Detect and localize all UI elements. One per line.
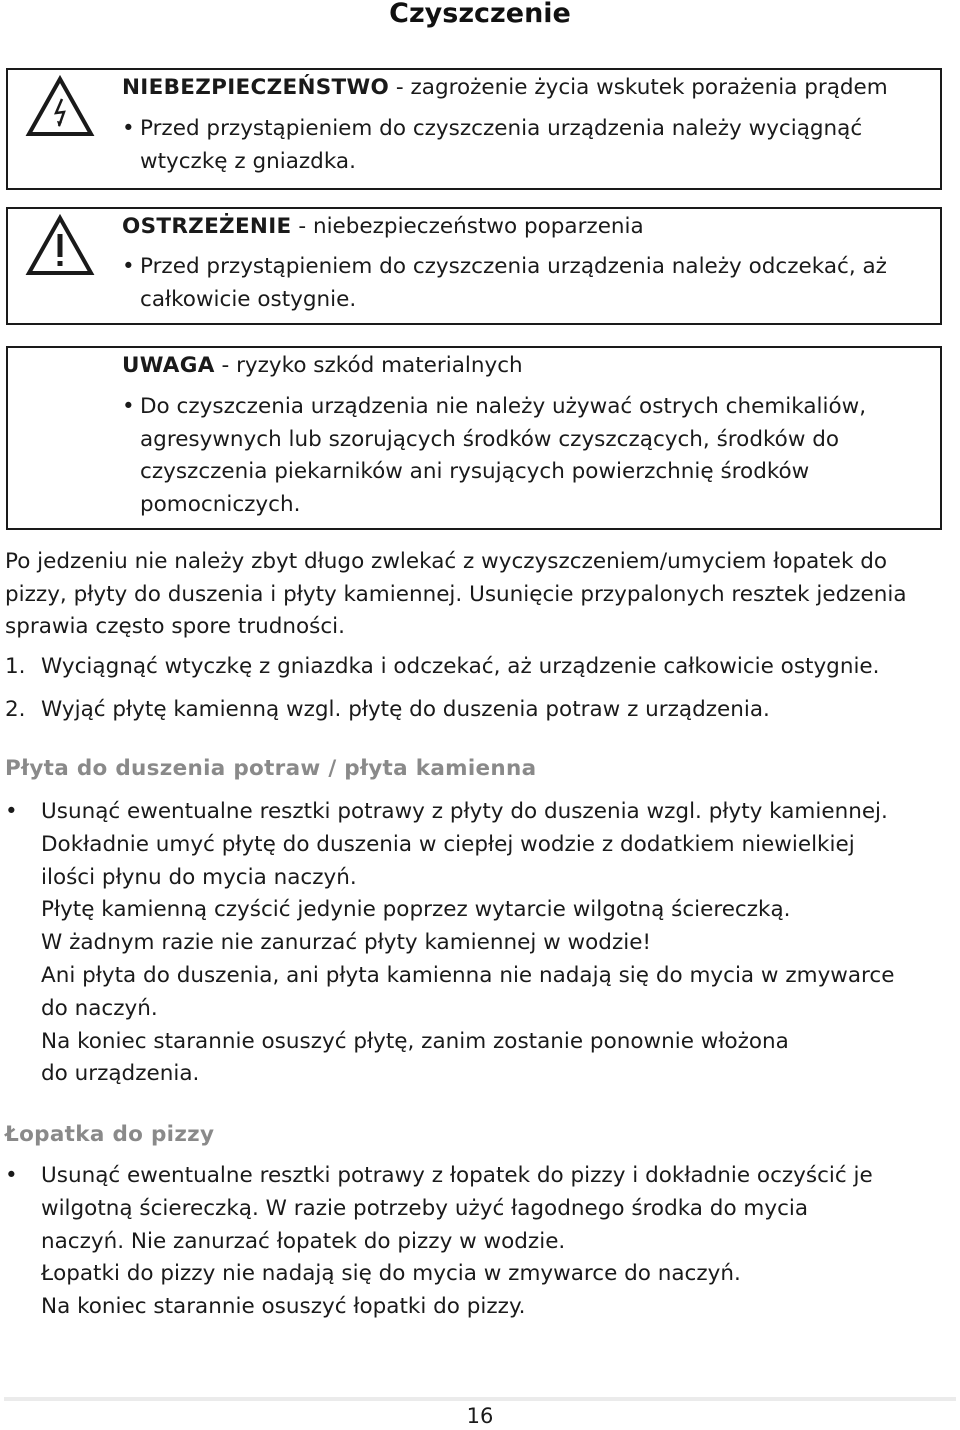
page-number: 16 [466, 1404, 494, 1428]
warning-label: OSTRZEŻENIE [122, 214, 292, 239]
danger-notice-box [6, 68, 942, 190]
instruction-line: Na koniec starannie osuszyć łopatki do pizzy. [41, 1294, 526, 1320]
caution-subtitle: - ryzyko szkód materialnych [214, 353, 523, 378]
warning-bullet-text: Przed przystąpieniem do czyszczenia urządzenia należy odczekać, aż całkowicie ostygnie. [140, 254, 887, 312]
danger-heading [122, 72, 932, 104]
step-number: 1. [5, 654, 26, 679]
bullet-dot: • [122, 116, 135, 141]
instruction-line: ilości płynu do mycia naczyń. [41, 864, 357, 890]
instruction-line: naczyń. Nie zanurzać łopatek do pizzy w wodzie. [41, 1228, 566, 1254]
danger-label: NIEBEZPIECZEŃSTWO [122, 75, 390, 100]
bullet-dot: • [5, 799, 18, 824]
warning-notice-box [6, 207, 942, 325]
pizza-peel-instructions [5, 1160, 956, 1324]
page-title: Czyszczenie [389, 0, 571, 29]
steps-list [5, 651, 950, 726]
warning-triangle-icon [24, 211, 96, 283]
instruction-line: do urządzenia. [41, 1061, 200, 1087]
caution-notice-box [6, 346, 942, 530]
instruction-line: Usunąć ewentualne resztki potrawy z łopatek do pizzy i dokładnie oczyścić je [41, 1163, 873, 1188]
bullet-dot: • [5, 1163, 18, 1188]
caution-bullet-text: Do czyszczenia urządzenia nie należy używać ostrych chemikaliów, agresywnych lub szorujących środków czyszczących, środków do czyszczenia piekarników ani rysujących powierzchnię środków pomocniczych. [140, 394, 867, 517]
warning-bullet [122, 251, 932, 316]
step-text: Wyciągnąć wtyczkę z gniazdka i odczekać, aż urządzenie całkowicie ostygnie. [41, 654, 880, 679]
instruction-line: wilgotną ściereczką. W razie potrzeby użyć łagodnego środka do mycia [41, 1195, 809, 1221]
list-item [5, 1160, 956, 1324]
instruction-line: Ani płyta do duszenia, ani płyta kamienna nie nadają się do mycia w zmywarce [41, 962, 895, 988]
bullet-dot: • [122, 254, 135, 279]
instruction-line: Dokładnie umyć płytę do duszenia w ciepłej wodzie z dodatkiem niewielkiej [41, 831, 855, 857]
intro-paragraph: Po jedzeniu nie należy zbyt długo zwlekać z wyczyszczeniem/umyciem łopatek do pizzy, płyty do duszenia i płyty kamiennej. Usunięcie przypalonych resztek jedzenia sprawia często spore trudności. [5, 549, 907, 639]
danger-subtitle: - zagrożenie życia wskutek porażenia prądem [389, 75, 888, 100]
instruction-line: W żadnym razie nie zanurzać płyty kamiennej w wodzie! [41, 930, 652, 956]
section-heading-pizza-peel: Łopatka do pizzy [5, 1122, 215, 1147]
instruction-line: Łopatki do pizzy nie nadają się do mycia w zmywarce do naczyń. [41, 1261, 741, 1287]
step-text: Wyjąć płytę kamienną wzgl. płytę do duszenia potraw z urządzenia. [41, 696, 770, 722]
cooking-plate-instructions [5, 796, 956, 1091]
caution-label: UWAGA [122, 353, 215, 378]
instruction-line: do naczyń. [41, 995, 158, 1021]
caution-heading [122, 350, 932, 382]
caution-bullet [122, 391, 932, 521]
instruction-line: Usunąć ewentualne resztki potrawy z płyty do duszenia wzgl. płyty kamiennej. [41, 799, 888, 824]
step-item [5, 694, 950, 727]
footer-divider [4, 1397, 956, 1401]
instruction-line: Na koniec starannie osuszyć płytę, zanim zostanie ponownie włożona [41, 1028, 789, 1054]
list-item [5, 796, 956, 1091]
electric-hazard-icon [24, 72, 96, 144]
section-heading-cooking-plate: Płyta do duszenia potraw / płyta kamienna [5, 756, 537, 781]
danger-bullet [122, 113, 932, 178]
step-number: 2. [5, 696, 26, 722]
step-item [5, 651, 950, 684]
warning-heading [122, 211, 932, 243]
instruction-line: Płytę kamienną czyścić jedynie poprzez wytarcie wilgotną ściereczką. [41, 897, 791, 923]
danger-bullet-text: Przed przystąpieniem do czyszczenia urządzenia należy wyciągnąć wtyczkę z gniazdka. [140, 116, 863, 174]
warning-subtitle: - niebezpieczeństwo poparzenia [291, 214, 644, 239]
bullet-dot: • [122, 394, 135, 419]
